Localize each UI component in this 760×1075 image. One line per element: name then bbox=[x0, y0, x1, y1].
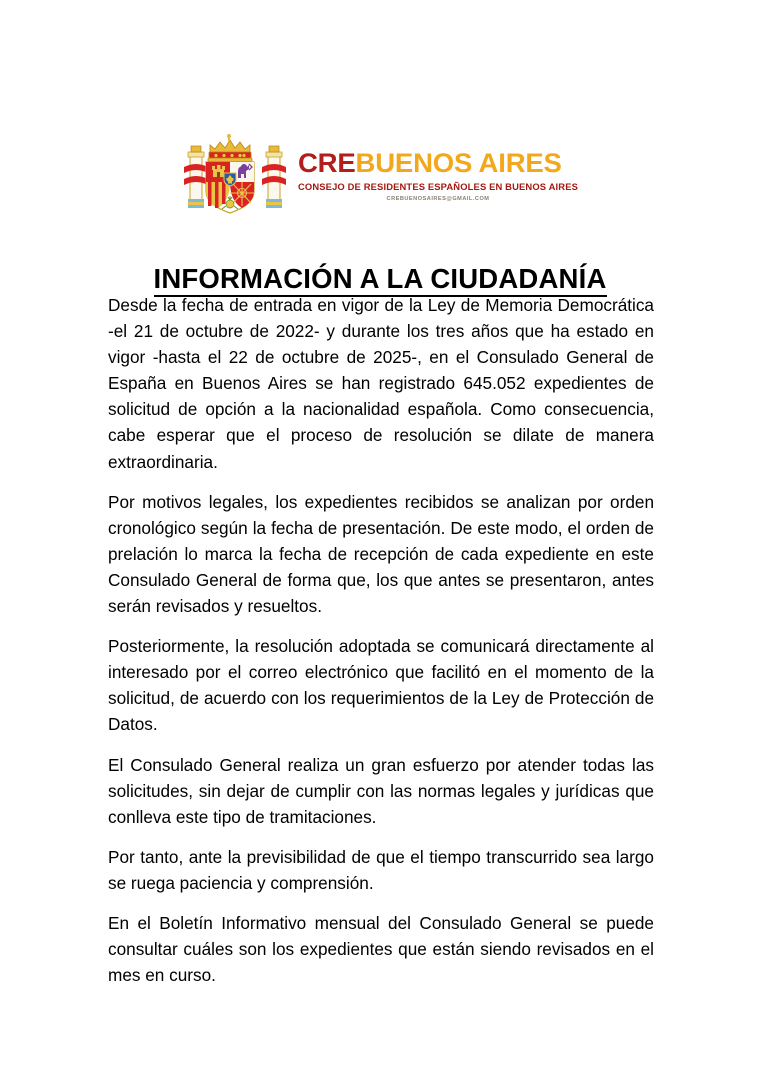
page-title bbox=[0, 263, 760, 295]
paragraph: Desde la fecha de entrada en vigor de la Ley de Memoria Democrática -el 21 de octubre de 2022- y durante los tres años que ha estado en vigor -hasta el 22 de octubre de 2025-, en el Consulado General de España en Buenos Aires se han registrado 645.052 expedientes de solicitud de opción a la nacionalidad española. Como consecuencia, cabe esperar que el proceso de resolución se dilate de manera extraordinaria. bbox=[108, 295, 654, 472]
page-title-text: INFORMACIÓN A LA CIUDADANÍA bbox=[154, 263, 607, 297]
document-body bbox=[108, 292, 654, 988]
letterhead bbox=[0, 133, 760, 215]
logo-group bbox=[182, 133, 578, 215]
wordmark-email: CREBUENOSAIRES@GMAIL.COM bbox=[386, 195, 490, 202]
spanish-coat-of-arms-icon bbox=[182, 133, 288, 215]
paragraph: El Consulado General realiza un gran esfuerzo por atender todas las solicitudes, sin dejar de cumplir con las normas legales y jurídicas que conlleva este tipo de tramitaciones. bbox=[108, 754, 654, 827]
paragraph: Posteriormente, la resolución adoptada se comunicará directamente al interesado por el correo electrónico que facilitó en el momento de la solicitud, de acuerdo con los requerimientos de la Ley de Protección de Datos. bbox=[108, 636, 654, 735]
wordmark bbox=[298, 146, 578, 203]
paragraph: Por motivos legales, los expedientes recibidos se analizan por orden cronológico según la fecha de presentación. De este modo, el orden de prelación lo marca la fecha de recepción de cada expediente en este Consulado General de forma que, los que antes se presentaron, antes serán revisados y resueltos. bbox=[108, 491, 654, 617]
wordmark-subtitle: CONSEJO DE RESIDENTES ESPAÑOLES EN BUENOS AIRES bbox=[297, 180, 579, 192]
wordmark-cre: CRE bbox=[297, 147, 356, 178]
wordmark-buenos-aires: BUENOS AIRES bbox=[355, 147, 562, 178]
paragraph: En el Boletín Informativo mensual del Consulado General se puede consultar cuáles son los expedientes que están siendo revisados en el mes en curso. bbox=[108, 912, 654, 986]
paragraph: Por tanto, ante la previsibilidad de que el tiempo transcurrido sea largo se ruega paciencia y comprensión. bbox=[108, 846, 654, 893]
wordmark-title bbox=[297, 147, 562, 178]
